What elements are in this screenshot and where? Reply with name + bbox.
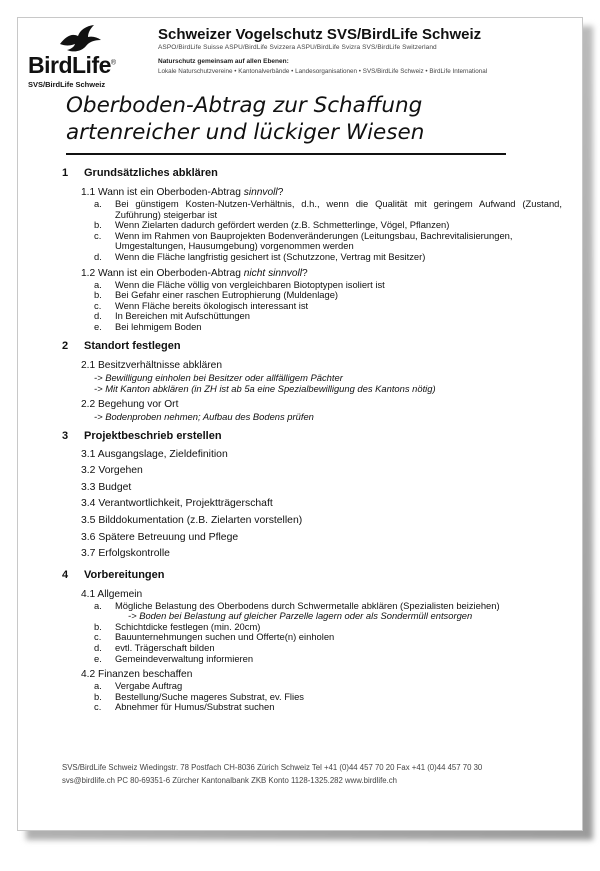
subsection-item: 3.4 Verantwortlichkeit, Projektträgerschaft bbox=[81, 498, 273, 510]
note-text: -> Boden bei Belastung auf gleicher Parzelle lagern oder als Sondermüll entsorgen bbox=[128, 610, 473, 622]
network-title: Naturschutz gemeinsam auf allen Ebenen: bbox=[158, 58, 289, 65]
list-item: a. Vergabe Auftrag bbox=[94, 680, 183, 692]
subsection-heading: 2.2 Begehung vor Ort bbox=[81, 398, 179, 410]
section-heading: 1 Grundsätzliches abklären bbox=[62, 167, 218, 179]
item-list bbox=[94, 280, 562, 333]
list-item: d. In Bereichen mit Aufschüttungen bbox=[94, 310, 250, 322]
item-list bbox=[94, 199, 562, 263]
list-item: a. Bei günstigem Kosten-Nutzen-Verhältnis, d.h., wenn die Qualität mit geringem Aufwand (Zustand, Zuführung) steigerbar ist bbox=[94, 198, 562, 220]
network-list: Lokale Naturschutzvereine • Kantonalverbände • Landesorganisationen • SVS/BirdLife Schweiz • BirdLife International bbox=[158, 68, 488, 75]
subsection-heading: 1.1 Wann ist ein Oberboden-Abtrag sinnvoll? bbox=[81, 187, 284, 198]
organization-name: Schweizer Vogelschutz SVS/BirdLife Schweiz bbox=[158, 26, 482, 43]
subsection-item: 3.5 Bilddokumentation (z.B. Zielarten vorstellen) bbox=[81, 514, 303, 526]
page-footer bbox=[62, 762, 482, 787]
list-item: c. Bauunternehmungen suchen und Offerte(n) einholen bbox=[94, 631, 335, 643]
subsection-list bbox=[62, 447, 562, 563]
subsection-item: 3.3 Budget bbox=[81, 481, 132, 493]
list-item: e. Gemeindeverwaltung informieren bbox=[94, 652, 254, 664]
list-item: b. Schichtdicke festlegen (min. 20cm) bbox=[94, 620, 261, 632]
item-list bbox=[94, 681, 562, 713]
subsection-heading: 2.1 Besitzverhältnisse abklären bbox=[81, 359, 223, 371]
item-list bbox=[94, 601, 562, 665]
section-heading: 3 Projektbeschrieb erstellen bbox=[62, 429, 222, 442]
list-item: d. Wenn die Fläche langfristig gesichert ist (Schutzzone, Vertrag mit Besitzer) bbox=[94, 250, 426, 262]
list-item: e. Bei lehmigem Boden bbox=[94, 320, 202, 332]
list-item: d. evtl. Trägerschaft bilden bbox=[94, 642, 215, 654]
birdlife-logo bbox=[26, 24, 136, 94]
note-text: -> Bodenproben nehmen; Aufbau des Bodens prüfen bbox=[94, 410, 314, 422]
document-page bbox=[17, 17, 583, 831]
list-item: a. Mögliche Belastung des Oberbodens durch Schwermetalle abklären (Spezialisten beiziehen) bbox=[94, 599, 500, 611]
subsection-heading: 4.1 Allgemein bbox=[81, 588, 143, 600]
title-line-1: Oberboden-Abtrag zur Schaffung bbox=[66, 93, 423, 118]
list-item: b. Bei Gefahr einer raschen Eutrophierung (Muldenlage) bbox=[94, 289, 339, 301]
list-item: c. Abnehmer für Humus/Substrat suchen bbox=[94, 701, 275, 713]
subsection-item: 3.2 Vorgehen bbox=[81, 465, 143, 477]
subsection-heading: 1.2 Wann ist ein Oberboden-Abtrag nicht sinnvoll? bbox=[81, 267, 308, 279]
title-divider bbox=[66, 153, 506, 155]
subsection-heading: 4.2 Finanzen beschaffen bbox=[81, 669, 193, 681]
subsection-item: 3.1 Ausgangslage, Zieldefinition bbox=[81, 448, 228, 460]
footer-contact: svs@birdlife.ch PC 80-69351-6 Zürcher Kantonalbank ZKB Konto 1128-1325.282 www.birdlife.ch bbox=[62, 775, 397, 785]
document-body bbox=[62, 168, 562, 713]
document-title bbox=[66, 92, 546, 146]
list-item: b. Wenn Zielarten dadurch gefördert werden (z.B. Schmetterlinge, Vögel, Pflanzen) bbox=[94, 219, 450, 231]
logo-wordmark: BirdLife® bbox=[28, 52, 116, 78]
list-item: c. Wenn Fläche bereits ökologisch interessant ist bbox=[94, 299, 309, 311]
list-item: c. Wenn im Rahmen von Bauprojekten Bodenveränderungen (Leitungsbau, Bachrevitalisierungen, Umgestaltungen, Hausumgebung) vorgenommen werden bbox=[94, 229, 513, 252]
title-line-2: artenreicher und lückiger Wiesen bbox=[66, 120, 425, 145]
bird-icon bbox=[58, 24, 102, 54]
section-heading: 2 Standort festlegen bbox=[62, 339, 181, 352]
note-text: -> Bewilligung einholen bei Besitzer oder allfälligem Pächter bbox=[94, 371, 343, 383]
subsection-item: 3.7 Erfolgskontrolle bbox=[81, 548, 170, 560]
note-text: -> Mit Kanton abklären (in ZH ist ab 5a eine Spezialbewilligung des Kantons nötig) bbox=[94, 382, 436, 394]
list-item: b. Bestellung/Suche mageres Substrat, ev. Flies bbox=[94, 690, 304, 702]
organization-languages: ASPO/BirdLife Suisse ASPU/BirdLife Svizzera ASPU/BirdLife Svizra SVS/BirdLife Switzerland bbox=[158, 44, 437, 51]
section-heading: 4 Vorbereitungen bbox=[62, 568, 165, 581]
subsection-item: 3.6 Spätere Betreuung und Pflege bbox=[81, 531, 239, 543]
footer-address: SVS/BirdLife Schweiz Wiedingstr. 78 Postfach CH-8036 Zürich Schweiz Tel +41 (0)44 457 70 20 Fax +41 (0)44 457 70 30 bbox=[62, 763, 483, 772]
list-item: a. Wenn die Fläche völlig von vergleichbaren Biotoptypen isoliert ist bbox=[94, 278, 385, 290]
logo-subtitle: SVS/BirdLife Schweiz bbox=[28, 80, 106, 89]
